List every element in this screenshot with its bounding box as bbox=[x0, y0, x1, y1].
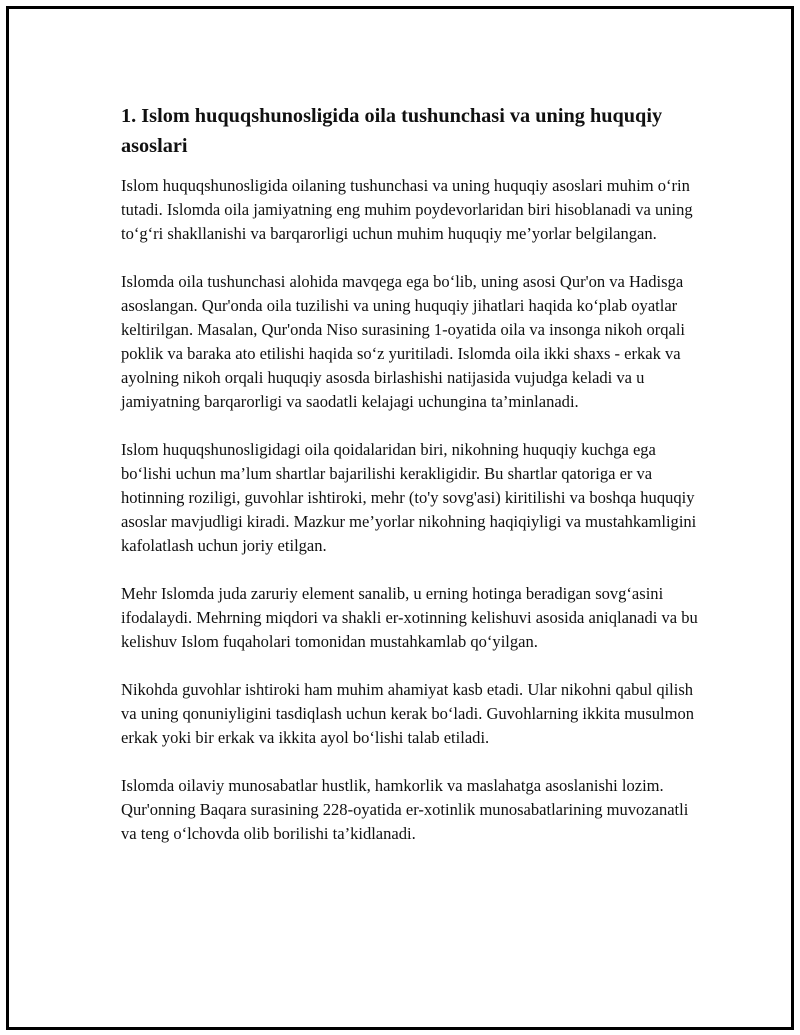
document-body bbox=[121, 101, 701, 846]
paragraph-1: Islom huquqshunosligida oilaning tushunchasi va uning huquqiy asoslari muhim o‘rin tutadi. Islomda oila jamiyatning eng muhim poydevorlaridan biri hisoblanadi va uning to‘g‘ri shakllanishi va barqarorligi uchun muhim huquqiy me’yorlar belgilangan. bbox=[121, 176, 693, 243]
paragraph-3: Islom huquqshunosligidagi oila qoidalaridan biri, nikohning huquqiy kuchga ega bo‘lishi uchun ma’lum shartlar bajarilishi kerakligidir. Bu shartlar qatoriga er va hotinning roziligi, guvohlar ishtiroki, mehr (to'y sovg'asi) kiritilishi va boshqa huquqiy asoslar mavjudligi kiradi. Mazkur me’yorlar nikohning haqiqiyligi va mustahkamligini kafolatlash uchun joriy etilgan. bbox=[121, 440, 697, 555]
page-frame bbox=[6, 6, 794, 1030]
paragraph-4: Mehr Islomda juda zaruriy element sanalib, u erning hotinga beradigan sovg‘asini ifodalaydi. Mehrning miqdori va shakli er-xotinning kelishuvi asosida aniqlanadi va bu kelishuv Islom fuqaholari tomonidan mustahkamlab qo‘yilgan. bbox=[121, 584, 698, 651]
paragraph-2: Islomda oila tushunchasi alohida mavqega ega bo‘lib, uning asosi Qur'on va Hadisga asoslangan. Qur'onda oila tuzilishi va uning huquqiy jihatlari haqida ko‘plab oyatlar keltirilgan. Masalan, Qur'onda Niso surasining 1-oyatida oila va insonga nikoh orqali poklik va baraka ato etilishi haqida so‘z yuritiladi. Islomda oila ikki shaxs - erkak va ayolning nikoh orqali huquqiy asosda birlashishi natijasida vujudga keladi va u jamiyatning barqarorligi va saodatli kelajagi uchungina ta’minlanadi. bbox=[121, 272, 686, 411]
section-heading: 1. Islom huquqshunosligida oila tushunchasi va uning huquqiy asoslari bbox=[121, 105, 663, 157]
paragraph-5: Nikohda guvohlar ishtiroki ham muhim ahamiyat kasb etadi. Ular nikohni qabul qilish va uning qonuniyligini tasdiqlash uchun kerak bo‘ladi. Guvohlarning ikkita musulmon erkak yoki bir erkak va ikkita ayol bo‘lishi talab etiladi. bbox=[121, 680, 695, 747]
paragraph-6: Islomda oilaviy munosabatlar hustlik, hamkorlik va maslahatga asoslanishi lozim. Qur'onning Baqara surasining 228-oyatida er-xotinlik munosabatlarining muvozanatli va teng o‘lchovda olib borilishi ta’kidlanadi. bbox=[121, 776, 689, 843]
